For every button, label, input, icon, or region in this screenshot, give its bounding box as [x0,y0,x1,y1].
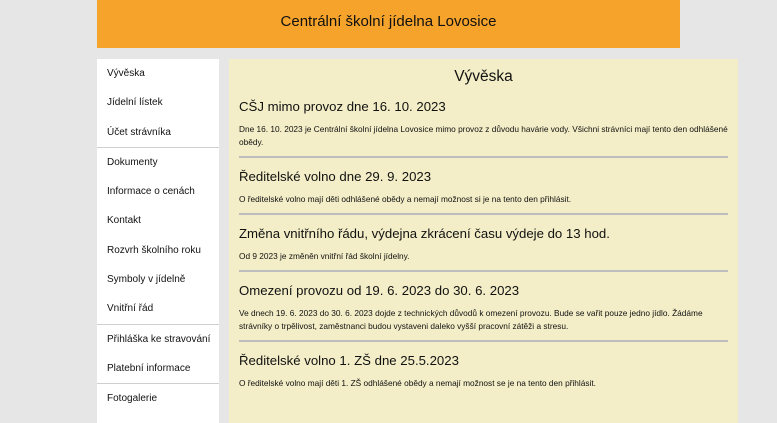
sidebar-item-informace-o-cenach[interactable]: Informace o cenách [107,186,195,198]
notice-body: Ve dnech 19. 6. 2023 do 30. 6. 2023 dojde z technických důvodů k omezení provozu. Bude se vařit pouze jedno jídlo. Žádáme strávníky o trpělivost, zaměstnanci budou vystaveni daleko vyšší pracovní zátěži a stresu. [239,308,703,331]
site-header [97,0,680,48]
sidebar-nav [97,59,219,423]
sidebar-item-platebni-informace[interactable]: Platební informace [107,362,191,374]
notice-title: Ředitelské volno dne 29. 9. 2023 [239,169,432,184]
sidebar-item-jidelni-listek[interactable]: Jídelní lístek [107,97,163,109]
site-title: Centrální školní jídelna Lovosice [280,12,497,30]
sidebar-item-rozvrh-skolniho-roku[interactable]: Rozvrh školního roku [107,244,201,256]
notice-item [239,352,728,397]
notice-body: Od 9 2023 je změněn vnitřní řád školní jídelny. [239,251,410,261]
notice-body: Dne 16. 10. 2023 je Centrální školní jídelna Lovosice mimo provoz z důvodu havárie vody. Všichni strávníci mají tento den odhlášené obědy. [239,124,728,147]
notice-item [239,282,728,342]
sidebar-item-prihlaska-ke-stravovani[interactable]: Přihláška ke stravování [97,324,219,354]
notice-title: Změna vnitřního řádu, výdejna zkrácení času výdeje do 13 hod. [239,226,610,241]
notice-body: O ředitelské volno mají děti odhlášené obědy a nemají možnost si je na tento den přihlásit. [239,194,572,204]
sidebar-item-dokumenty[interactable]: Dokumenty [97,147,219,177]
notice-title: Ředitelské volno 1. ZŠ dne 25.5.2023 [239,353,459,368]
notice-item [239,98,728,158]
notice-body: O ředitelské volno mají děti 1. ZŠ odhlášené obědy a nemají možnost se je na tento den přihlásit. [239,378,596,388]
notice-item [239,168,728,215]
sidebar-item-ucet-stravnika[interactable]: Účet strávníka [107,126,171,138]
notice-title: CŠJ mimo provoz dne 16. 10. 2023 [239,99,446,114]
sidebar-item-vnitrni-rad[interactable]: Vnitřní řád [107,303,154,315]
notice-title: Omezení provozu od 19. 6. 2023 do 30. 6. 2023 [239,283,520,298]
sidebar-item-vyveska[interactable]: Vývěska [107,68,145,79]
page-title: Vývěska [454,68,513,85]
notice-board [229,59,738,423]
sidebar-item-fotogalerie[interactable]: Fotogalerie [97,383,219,413]
sidebar-item-symboly-v-jidelne[interactable]: Symboly v jídelně [107,274,186,286]
notice-item [239,225,728,272]
sidebar-item-kontakt[interactable]: Kontakt [107,215,141,227]
